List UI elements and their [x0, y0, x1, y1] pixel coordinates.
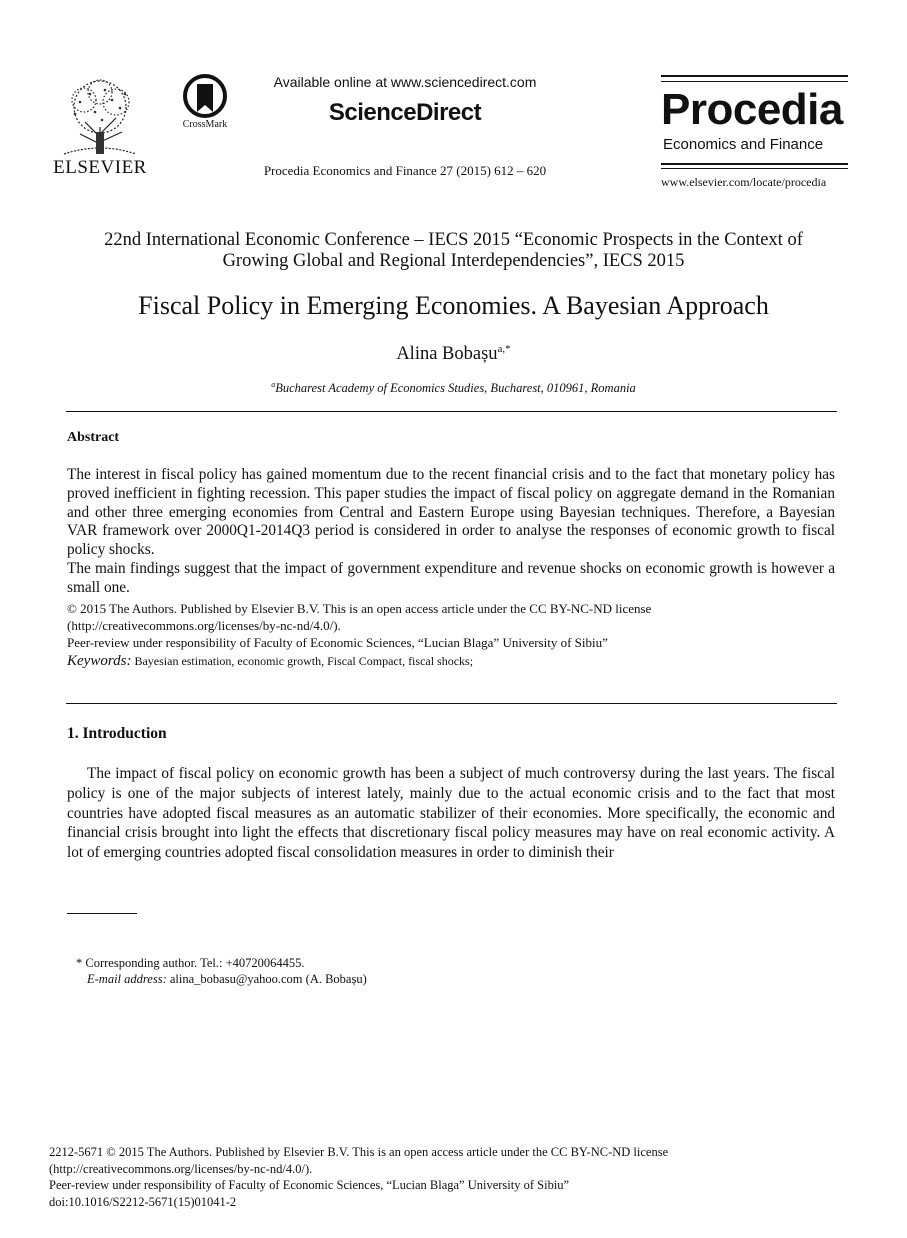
conference-name: [60, 230, 847, 272]
keywords-list: Bayesian estimation, economic growth, Fiscal Compact, fiscal shocks;: [134, 654, 474, 668]
author-line: [40, 343, 867, 365]
conference-line-1: 22nd International Economic Conference – IECS 2015 “Economic Prospects in the Context of: [104, 230, 803, 250]
publisher-logo-wordmark: ELSEVIER: [53, 157, 147, 178]
journal-logo-rule-top-thin: [661, 81, 848, 82]
available-online-text: Available online at www.sciencedirect.com: [273, 74, 537, 90]
journal-logo-rule-bottom-thin: [661, 168, 848, 169]
license-link[interactable]: (http://creativecommons.org/licenses/by-nc-nd/4.0/).: [67, 618, 341, 633]
footer-peer-review: Peer-review under responsibility of Faculty of Economic Sciences, “Lucian Blaga” University of Sibiu”: [49, 1178, 570, 1192]
journal-reference: Procedia Economics and Finance 27 (2015) 612 – 620: [263, 163, 547, 178]
abstract-paragraph-2: The main findings suggest that the impact of government expenditure and revenue shocks on economic growth is however a small one.: [67, 559, 835, 596]
keywords: [67, 653, 835, 670]
license-block: [67, 600, 835, 651]
affiliation-mark: a: [271, 380, 276, 389]
journal-logo-rule-top: [661, 75, 848, 77]
introduction-paragraph: The impact of fiscal policy on economic growth has been a subject of much controversy during the last years. The fiscal policy is one of the major subjects of interest lately, mainly due to the actual economic crisis and to the fact that most countries have adopted fiscal measures as an automatic stabilizer of their economies. More specifically, the economic and financial crisis brought into light the effects that discretionary fiscal policy measures may have on real economic activity. A lot of emerging countries adopted fiscal consolidation measures in order to diminish their: [67, 765, 835, 862]
footer-doi[interactable]: doi:10.1016/S2212-5671(15)01041-2: [49, 1194, 237, 1209]
author-marks: a,*: [497, 343, 511, 355]
affiliation: [40, 380, 867, 396]
sciencedirect-title: ScienceDirect: [328, 99, 482, 126]
paper-title: Fiscal Policy in Emerging Economies. A Bayesian Approach: [138, 291, 769, 320]
journal-logo-subtitle: Economics and Finance: [663, 136, 824, 153]
peer-review-note: Peer-review under responsibility of Faculty of Economic Sciences, “Lucian Blaga” University of Sibiu”: [67, 635, 608, 650]
crossmark-label: CrossMark: [182, 119, 228, 130]
page-footer: [49, 1144, 849, 1210]
affiliation-text: Bucharest Academy of Economics Studies, Bucharest, 010961, Romania: [275, 381, 636, 396]
abstract-rule-top: [66, 411, 837, 412]
journal-logo-rule-bottom: [661, 163, 848, 165]
conference-line-2: Growing Global and Regional Interdependencies”, IECS 2015: [222, 251, 685, 271]
footnote-rule: [67, 913, 137, 914]
email-address[interactable]: alina_bobasu@yahoo.com (A. Bobașu): [169, 972, 367, 986]
abstract-body: [67, 466, 835, 598]
abstract-paragraph-1: The interest in fiscal policy has gained momentum due to the recent financial crisis and to the fact that monetary policy has proved inefficient in fighting recession. This paper studies the impact of fiscal policy on aggregate demand in the Romanian and other three emerging economies from Central and Eastern Europe using Bayesian techniques. Therefore, a Bayesian VAR framework over 2000Q1-2014Q3 period is considered in order to analyse the responses of economic growth to fiscal policy shocks.: [67, 466, 835, 559]
email-label: E-mail address:: [87, 972, 167, 986]
abstract-heading: Abstract: [67, 430, 120, 445]
footer-issn-license: 2212-5671 © 2015 The Authors. Published by Elsevier B.V. This is an open access article under the CC BY-NC-ND license: [49, 1145, 669, 1159]
journal-logo-title: Procedia: [661, 85, 843, 134]
email-note: [87, 972, 367, 987]
footer-license-link[interactable]: (http://creativecommons.org/licenses/by-nc-nd/4.0/).: [49, 1161, 313, 1176]
abstract-rule-bottom: [66, 703, 837, 704]
journal-url-link[interactable]: www.elsevier.com/locate/procedia: [661, 175, 827, 189]
corresponding-author-note: * Corresponding author. Tel.: +40720064455.: [76, 956, 305, 970]
keywords-label: Keywords:: [67, 653, 132, 669]
introduction-heading: 1. Introduction: [67, 725, 167, 742]
author-name: Alina Bobașu: [396, 344, 498, 365]
license-line-1: © 2015 The Authors. Published by Elsevier B.V. This is an open access article under the CC BY-NC-ND license: [67, 601, 652, 616]
